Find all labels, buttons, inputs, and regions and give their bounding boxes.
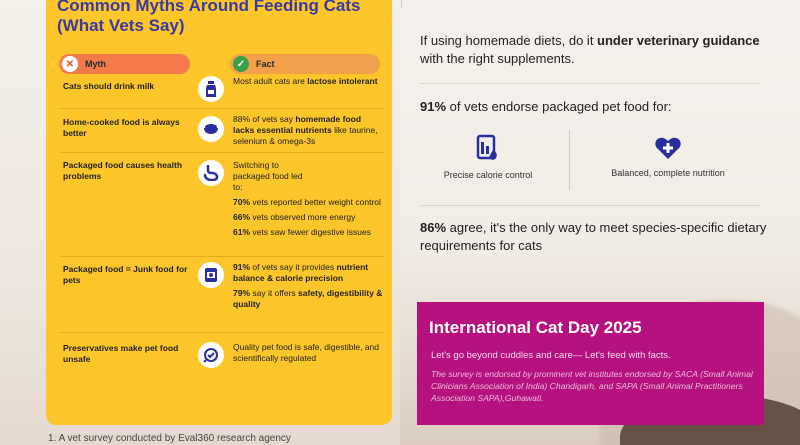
endorse-heading <box>420 99 770 114</box>
fact-text-part: like taurine, selenium & omega-3s <box>233 125 378 146</box>
homemade-guidance-text <box>420 32 770 68</box>
fact-stat-bold: safety, digestibility & quality <box>233 288 383 309</box>
section-divider <box>420 83 760 84</box>
endorse-pct: 91% <box>420 99 447 114</box>
benefit-item <box>583 134 753 178</box>
myth-text: Packaged food = Junk food for pets <box>63 264 188 285</box>
heart-plus-icon <box>654 134 682 162</box>
card-title-line1: Common Myths Around Feeding Cats <box>57 0 361 15</box>
fact-stat-value: 66% <box>233 212 251 222</box>
safe-check-icon <box>198 342 224 368</box>
fact-stat-value: 70% <box>233 197 251 207</box>
card-title-line2: (What Vets Say) <box>57 16 185 35</box>
fact-stat-bold: nutrient balance & calorie precision <box>233 262 369 283</box>
banner-title: International Cat Day 2025 <box>429 318 642 337</box>
myth-text: Packaged food causes health problems <box>63 160 183 181</box>
myth-column-header <box>59 54 190 74</box>
footnote: 1. A vet survey conducted by Eval360 research agency <box>48 433 291 444</box>
fact-stat-text: of vets say it provides <box>250 262 337 272</box>
fact-stat <box>233 212 383 223</box>
row-divider <box>60 152 385 153</box>
fact-stat-text: say it offers <box>250 288 299 298</box>
fact-stat-value: 91% <box>233 262 251 272</box>
benefit-divider <box>569 130 570 190</box>
fact-stat-text: vets saw fewer digestive issues <box>250 227 371 237</box>
fact-intro: Switching to packaged food led to: <box>233 160 303 192</box>
milk-bottle-icon <box>198 76 224 102</box>
myth-header-label: Myth <box>85 59 106 69</box>
benefit-item <box>403 134 573 180</box>
fact-text <box>233 114 383 147</box>
row-divider <box>60 332 385 333</box>
stomach-icon <box>198 160 224 186</box>
fact-text <box>233 262 383 310</box>
endorse-rest: of vets endorse packaged pet food for: <box>446 99 672 114</box>
homemade-pre: If using homemade diets, do it <box>420 33 598 48</box>
fact-stat-text: vets observed more energy <box>250 212 356 222</box>
section-divider <box>420 205 760 206</box>
top-divider <box>401 0 402 8</box>
check-icon: ✓ <box>233 56 249 72</box>
banner-note: The survey is endorsed by prominent vet institutes endorsed by SACA (Small Animal Clinicians Association of India) Chandigarh, and SAPA (Small Animal Practitioners Association SAPA),Guhawati. <box>431 369 753 403</box>
fact-text-bold: homemade food lacks essential nutrients <box>233 114 362 135</box>
pet-food-can-icon <box>198 262 224 288</box>
banner-subtitle: Let's go beyond cuddles and care— Let's feed with facts. <box>431 350 671 361</box>
fact-stat <box>233 227 383 238</box>
fact-text <box>233 160 383 238</box>
fact-text-part: 88% of vets say <box>233 114 296 124</box>
fact-stat-value: 61% <box>233 227 251 237</box>
fact-text <box>233 76 383 87</box>
myth-text: Preservatives make pet food unsafe <box>63 343 179 364</box>
homemade-post: with the right supplements. <box>420 51 575 66</box>
fact-stat-text: vets reported better weight control <box>250 197 381 207</box>
food-bowl-icon <box>198 116 224 142</box>
cross-icon: ✕ <box>62 56 78 72</box>
fact-stat <box>233 197 383 208</box>
fact-stat <box>233 288 383 310</box>
benefit-label: Precise calorie control <box>443 170 533 180</box>
row-divider <box>60 256 385 257</box>
fact-text-part: Most adult cats are <box>233 76 308 86</box>
fact-stat <box>233 262 383 284</box>
agree-rest: agree, it's the only way to meet species-specific dietary requirements for cats <box>420 220 767 253</box>
homemade-bold: under veterinary guidance <box>597 33 760 48</box>
fact-stat-value: 79% <box>233 288 251 298</box>
myth-text: Cats should drink milk <box>63 81 155 91</box>
fact-text-bold: lactose intolerant <box>307 76 378 86</box>
myth-text: Home-cooked food is always better <box>63 117 180 138</box>
agree-text <box>420 219 770 255</box>
fact-text: Quality pet food is safe, digestible, and scientifically regulated <box>233 342 380 363</box>
cat-day-banner <box>417 302 764 425</box>
fact-header-label: Fact <box>256 59 275 69</box>
card-title <box>57 0 387 36</box>
calorie-chart-icon <box>476 134 500 162</box>
fact-column-header <box>230 54 380 74</box>
row-divider <box>60 108 385 109</box>
benefit-label: Balanced, complete nutrition <box>611 168 725 178</box>
agree-pct: 86% <box>420 220 447 235</box>
